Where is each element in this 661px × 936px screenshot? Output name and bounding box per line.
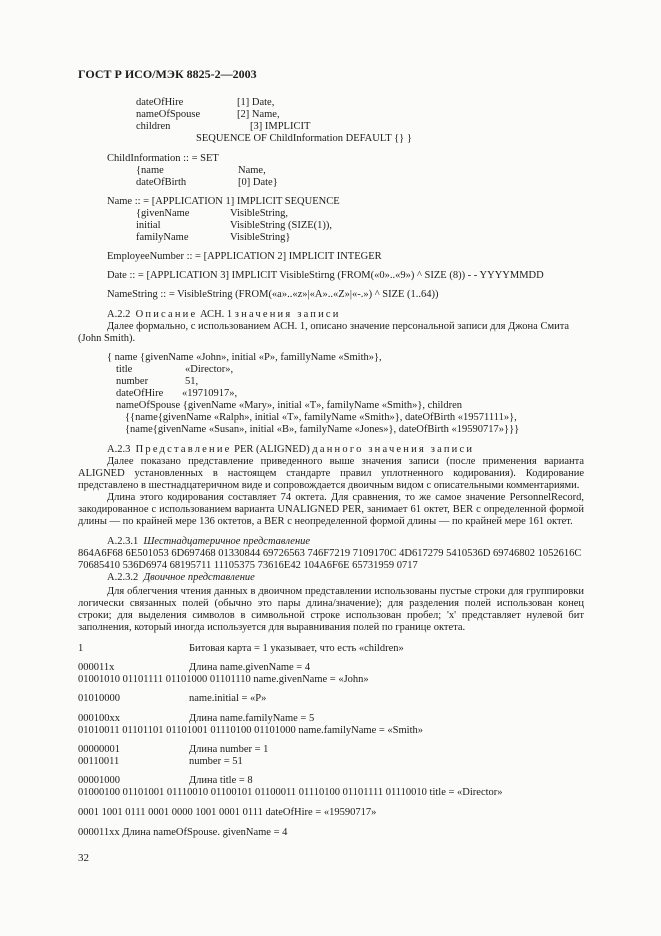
hex-line: 864A6F68 6E501053 6D697468 01330844 69726563 746F7219 7109170C 4D617279 5410536D 69746802 1052616C xyxy=(78,548,582,559)
asn-line: Date :: = [APPLICATION 3] IMPLICIT VisibleStirng (FROM(«0»..«9») ^ SIZE (8)) - - YYYYMMDD xyxy=(107,270,544,281)
asn-line: [3] IMPLICIT xyxy=(250,121,311,132)
binary-line: 000100xx xyxy=(78,713,120,724)
asn-line: Name :: = [APPLICATION 1] IMPLICIT SEQUENCE xyxy=(107,196,340,207)
asn-line: children xyxy=(136,121,171,132)
page-number: 32 xyxy=(78,852,89,864)
asn-line: {givenName xyxy=(136,208,190,219)
binary-line: 01010000 xyxy=(78,693,120,704)
value-line: «19710917», xyxy=(182,388,238,399)
binary-comment: Битовая карта = 1 указывает, что есть «children» xyxy=(189,643,404,654)
binary-line: 01010011 01101101 01101001 01110100 01101000 name.familyName = «Smith» xyxy=(78,725,424,736)
paragraph: Длина этого кодирования составляет 74 октета. Для сравнения, то же самое значение PersonnelRecord, закодированное с использованием варианта UNALIGNED PER, занимает 61 октет, BER с определенной формой длины — по крайней мере 136 октетов, а BER с неопределенной формой длины — по крайней мере 161 октет. xyxy=(78,492,584,527)
paragraph-line: Далее формально, с использованием АСН. 1, описано значение персональной записи для Джона Смита xyxy=(107,321,570,332)
subsection-title xyxy=(107,572,255,584)
document-header: ГОСТ Р ИСО/МЭК 8825-2—2003 xyxy=(78,67,257,81)
asn-line: ChildInformation :: = SET xyxy=(107,153,219,164)
binary-comment: number = 51 xyxy=(189,756,243,767)
asn-line: familyName xyxy=(136,232,189,243)
binary-line: 1 xyxy=(78,643,84,654)
binary-line: 000011xx Длина nameOfSpouse. givenName = 4 xyxy=(78,827,288,838)
binary-comment: name.initial = «P» xyxy=(189,693,267,704)
subsection-title xyxy=(107,536,310,548)
asn-line: EmployeeNumber :: = [APPLICATION 2] IMPLICIT INTEGER xyxy=(107,251,382,262)
section-title: A.2.3 Представление PER (ALIGNED) данного значения записи xyxy=(107,444,475,455)
asn-line: nameOfSpouse xyxy=(136,109,201,120)
binary-comment: Длина title = 8 xyxy=(189,775,253,786)
subsection-label: Двоичное представление xyxy=(143,572,255,583)
subsection-number: A.2.3.1 xyxy=(107,536,139,547)
subsection-label: Шестнадцатеричное представление xyxy=(143,536,311,547)
asn-line: {name xyxy=(136,165,164,176)
value-line: 51, xyxy=(185,376,199,387)
asn-line: [0] Date} xyxy=(238,177,278,188)
binary-line: 000011x xyxy=(78,662,115,673)
paragraph-line: (John Smith). xyxy=(78,333,136,344)
value-line: {name{givenName «Susan», initial «B», familyName «Jones»}, dateOfBirth «19590717»}}} xyxy=(125,424,520,435)
binary-line: 00110011 xyxy=(78,756,120,767)
section-title: A.2.2 Описание АСН. 1 значения записи xyxy=(107,309,341,320)
binary-comment: Длина name.familyName = 5 xyxy=(189,713,315,724)
binary-comment: Длина name.givenName = 4 xyxy=(189,662,311,673)
binary-line: 01001010 01101111 01101000 01101110 name.givenName = «John» xyxy=(78,674,369,685)
paragraph: Для облегчения чтения данных в двоичном представлении использованы пустые строки для группировки логически связанных полей (обычно это пары длина/значение); для разделения полей использован конец строки; для выделения символов в символьной строке использован пробел; 'x' представляет нулевой бит заполнения, который иногда используется для выравнивания полей по границе октета. xyxy=(78,586,584,633)
asn-line: [1] Date, xyxy=(237,97,275,108)
value-line: title xyxy=(116,364,133,375)
binary-line: 0001 1001 0111 0001 0000 1001 0001 0111 dateOfHire = «19590717» xyxy=(78,807,377,818)
binary-line: 00001000 xyxy=(78,775,120,786)
asn-line: [2] Name, xyxy=(237,109,280,120)
value-line: dateOfHire xyxy=(116,388,164,399)
binary-comment: Длина number = 1 xyxy=(189,744,269,755)
paragraph: Далее показано представление приведенного выше значения записи (после применения варианта ALIGNED установленных в настоящем стандарте правил уплотненного кодирования). Кодирование представлено в шестнадцатеричном виде и сопровождается двоичным видом с описательными комментариями. xyxy=(78,456,584,491)
value-line: { name {givenName «John», initial «P», famillyName «Smith»}, xyxy=(107,352,382,363)
asn-line: VisibleString, xyxy=(230,208,288,219)
asn-line: SEQUENCE OF ChildInformation DEFAULT {} } xyxy=(196,133,412,144)
subsection-number: A.2.3.2 xyxy=(107,572,139,583)
binary-line: 01000100 01101001 01110010 01100101 01100011 01110100 01101111 01110010 title = «Director» xyxy=(78,787,503,798)
value-line: number xyxy=(116,376,149,387)
value-line: {{name{givenName «Ralph», initial «T», familyName «Smith»}, dateOfBirth «19571111»}, xyxy=(125,412,517,423)
asn-line: dateOfBirth xyxy=(136,177,187,188)
value-line: nameOfSpouse {givenName «Mary», initial «T», familyName «Smith»}, children xyxy=(116,400,463,411)
value-line: «Director», xyxy=(185,364,234,375)
hex-line: 70685410 536D6974 68195711 11105375 73616E42 104A6F6E 65731959 0717 xyxy=(78,560,418,571)
asn-line: Name, xyxy=(238,165,266,176)
asn-line: VisibleString} xyxy=(230,232,291,243)
asn-line: dateOfHire xyxy=(136,97,184,108)
asn-line: initial xyxy=(136,220,161,231)
asn-line: NameString :: = VisibleString (FROM(«a»..«z»|«A»..«Z»|«-.») ^ SIZE (1..64)) xyxy=(107,289,439,300)
asn-line: VisibleString (SIZE(1)), xyxy=(230,220,333,231)
binary-line: 00000001 xyxy=(78,744,120,755)
